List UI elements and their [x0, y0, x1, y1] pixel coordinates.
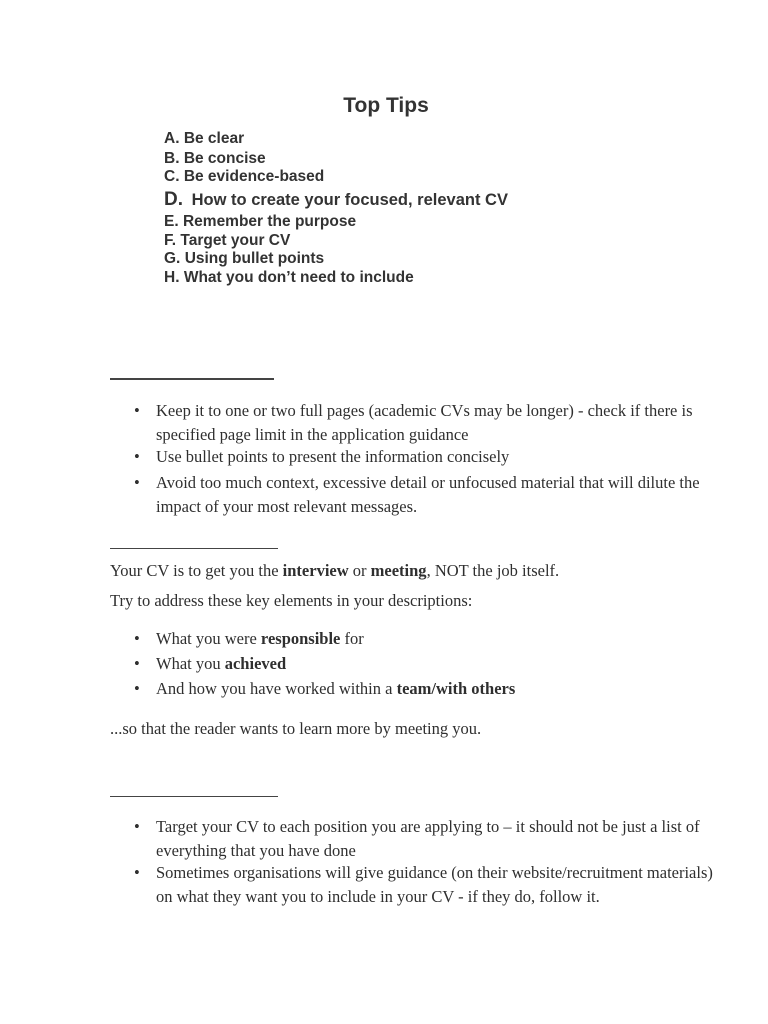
section-heading-blank: [110, 796, 278, 797]
tip-letter: B.: [164, 150, 180, 167]
section-heading-blank: [110, 378, 274, 380]
section3-bullet-list: [110, 815, 716, 909]
tip-text: Remember the purpose: [182, 213, 357, 230]
emphasis: team/with others: [396, 679, 516, 698]
bullet-item: [110, 399, 716, 447]
section1-bullet-list: [110, 399, 716, 519]
purpose-paragraph: [110, 559, 559, 583]
tip-text: How to create your focused, relevant CV: [191, 191, 508, 209]
bullet-item: [110, 652, 716, 676]
tip-letter: G.: [164, 250, 181, 267]
tip-text: Be evidence-based: [183, 168, 325, 185]
bullet-item: [110, 445, 716, 469]
bullet-text: Sometimes organisations will give guidance (on their website/recruitment materials) on what they want you to include in your CV - if they do, follow it.: [156, 863, 713, 906]
bullet-icon: •: [134, 447, 140, 466]
tips-list-item: [164, 150, 266, 168]
tip-letter: C.: [164, 168, 180, 185]
tip-letter: A.: [164, 130, 180, 147]
elements-intro-paragraph: Try to address these key elements in your descriptions:: [110, 591, 473, 610]
section-heading-blank: [110, 548, 278, 549]
text-run: What you were: [156, 629, 261, 648]
bullet-icon: •: [134, 473, 140, 492]
bullet-icon: •: [134, 817, 140, 836]
text-run: , NOT the job itself.: [426, 561, 560, 580]
tip-text: What you don’t need to include: [183, 269, 414, 286]
tip-letter: D.: [164, 189, 183, 210]
bullet-icon: •: [134, 863, 140, 882]
emphasis: achieved: [224, 654, 287, 673]
tips-list-item: [164, 168, 324, 186]
bullet-text: Target your CV to each position you are applying to – it should not be just a list of everything that you have done: [156, 817, 700, 860]
emphasis: responsible: [260, 629, 341, 648]
section2-bullet-list: [110, 627, 716, 701]
tip-text: Target your CV: [180, 232, 291, 249]
page-title: Top Tips: [343, 94, 429, 117]
emphasis-interview: interview: [282, 561, 349, 580]
bullet-item: [110, 677, 716, 701]
bullet-icon: •: [134, 401, 140, 420]
tip-letter: H.: [164, 269, 180, 286]
text-run: And how you have worked within a: [156, 679, 397, 698]
tip-letter: E.: [164, 213, 179, 230]
tip-text: Be clear: [183, 130, 245, 147]
tip-letter: F.: [164, 232, 177, 249]
tips-list-item: [164, 232, 290, 250]
text-run: or: [348, 561, 371, 580]
tips-list-item: [164, 269, 414, 287]
bullet-text: Keep it to one or two full pages (academic CVs may be longer) - check if there is specified page limit in the application guidance: [156, 401, 693, 444]
tips-list-item: [164, 130, 244, 148]
text-run: What you: [156, 654, 225, 673]
tips-list-item: [164, 189, 508, 211]
bullet-item: [110, 627, 716, 651]
text-run: Your CV is to get you the: [110, 561, 283, 580]
tip-text: Using bullet points: [184, 250, 325, 267]
bullet-icon: •: [134, 654, 140, 673]
bullet-icon: •: [134, 679, 140, 698]
tips-list-item: [164, 250, 324, 268]
tip-text: Be concise: [183, 150, 266, 167]
bullet-text: Use bullet points to present the information concisely: [156, 447, 510, 466]
emphasis-meeting: meeting: [370, 561, 427, 580]
bullet-item: [110, 861, 716, 909]
bullet-item: [110, 471, 716, 519]
tips-list-item: [164, 213, 356, 231]
text-run: for: [340, 629, 364, 648]
closing-paragraph: ...so that the reader wants to learn more by meeting you.: [110, 719, 482, 738]
bullet-icon: •: [134, 629, 140, 648]
bullet-text: Avoid too much context, excessive detail or unfocused material that will dilute the impact of your most relevant messages.: [156, 473, 700, 516]
bullet-item: [110, 815, 716, 863]
